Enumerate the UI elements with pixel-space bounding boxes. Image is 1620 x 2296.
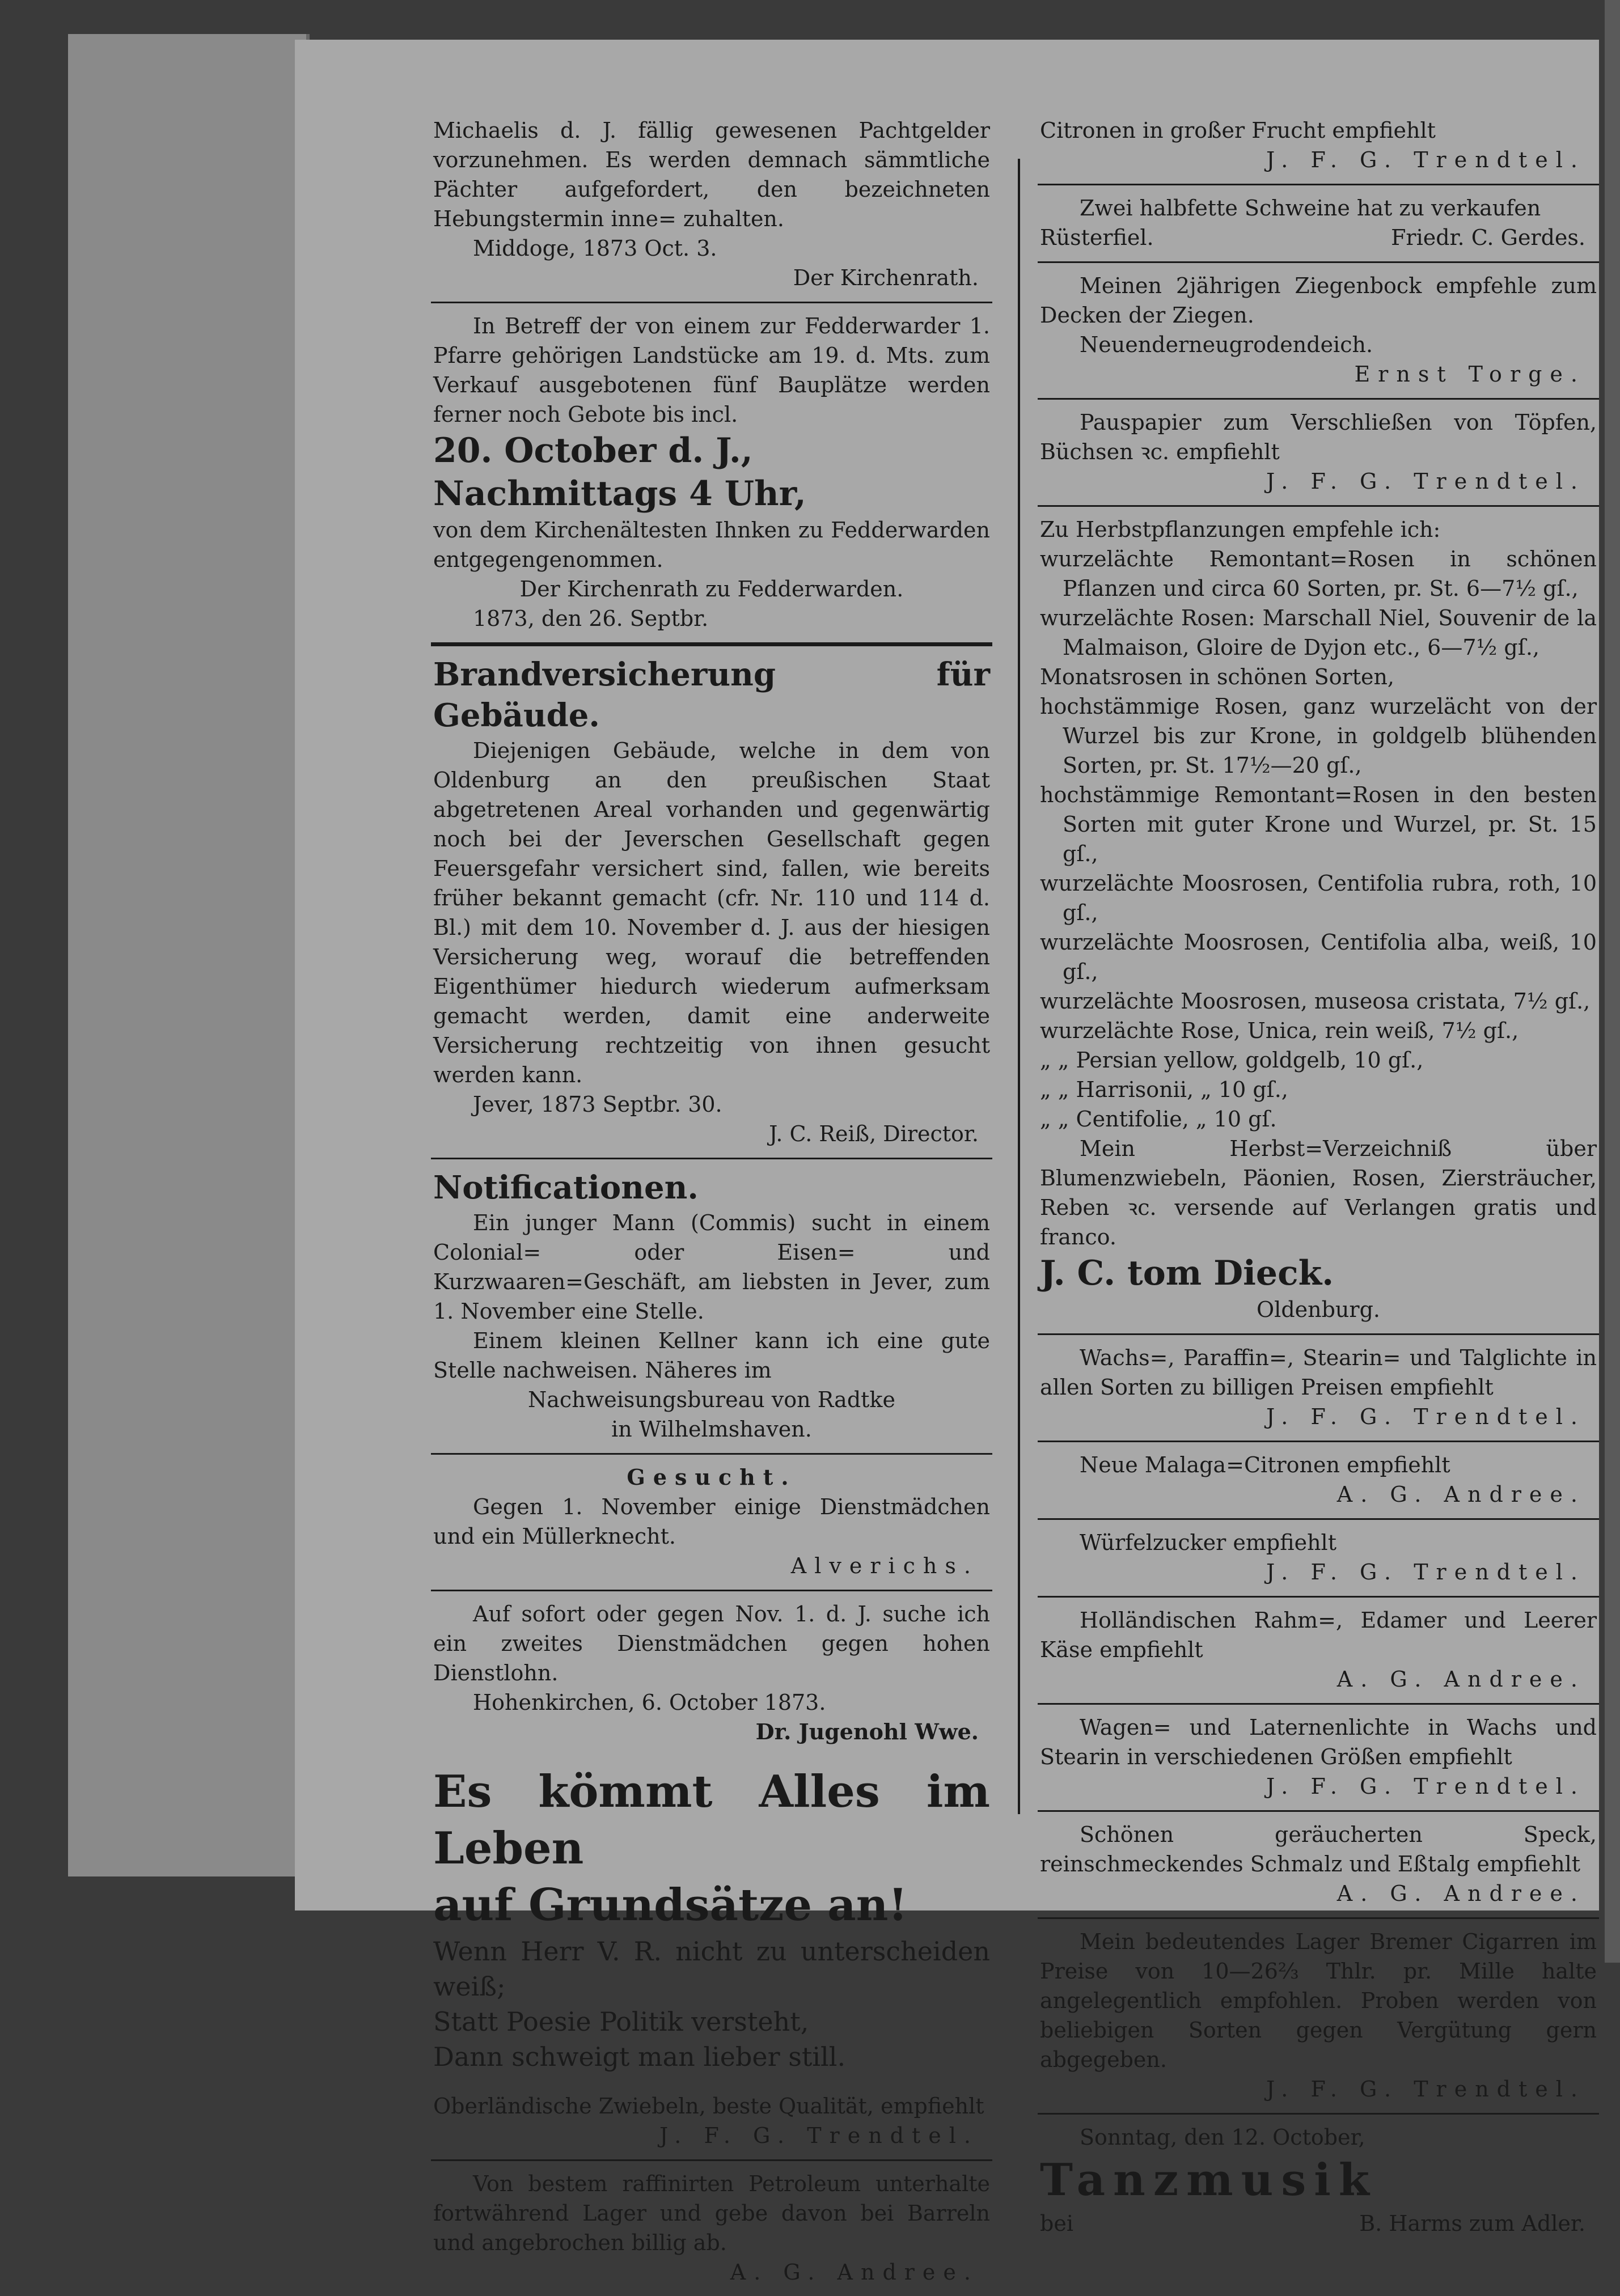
list-item: „ „ Centifolie, „ 10 gſ. [1040,1107,1277,1132]
notice-date: Jever, 1873 Septbr. 30. [473,1092,722,1117]
ad-signature: J. F. G. Trendtel. [1266,1774,1585,1799]
notice-signature: Dr. Jugenohl Wwe. [755,1719,979,1744]
notice-heading: Notificationen. [433,1169,699,1206]
ad-herbstpflanzungen [1038,507,1599,1335]
ad-kaese [1038,1598,1599,1705]
ad-text: Wachs=, Paraffin=, Stearin= und Talglichte in allen Sorten zu billigen Preisen empfiehlt [1040,1345,1597,1400]
notice-date-big: 20. October d. J., [433,431,753,471]
ad-signature: B. Harms zum Adler. [1359,2211,1585,2236]
notice-signature: Der Kirchenrath. [793,265,979,290]
ad-text: Citronen in großer Frucht empfiehlt [1040,118,1436,143]
ad-place: Oldenburg. [1257,1297,1380,1322]
notice-date: Hohenkirchen, 6. October 1873. [473,1690,826,1715]
ad-text: Schönen geräucherten Speck, reinschmeckendes Schmalz und Eßtalg empfiehlt [1040,1822,1597,1876]
notice-petroleum [431,2161,992,2296]
ad-text: Neue Malaga=Citronen empfiehlt [1080,1452,1450,1477]
list-item: wurzelächte Moosrosen, Centifolia rubra, roth, 10 gſ., [1040,871,1597,925]
list-item: wurzelächte Remontant=Rosen in schönen Pflanzen und circa 60 Sorten, pr. St. 6—7½ gſ., [1040,547,1597,601]
notice-text: Diejenigen Gebäude, welche in dem von Oldenburg an den preußischen Staat abgetretenen Areal vorhanden und gegenwärtig noch bei der Jeverschen Gesellschaft gegen Feuersgefahr versichert sind, fallen, wie bereits früher bekannt gemacht (cfr. Nr. 110 und 114 d. Bl.) mit dem 10. November d. J. aus der hiesigen Versicherung weg, worauf die betreffenden Eigenthümer hiedurch wiederum aufmerksam gemacht werden, damit eine anderweite Versicherung rechtzeitig von ihnen gesucht werden kann. [433,738,990,1087]
ad-intro: Zu Herbstpflanzungen empfehle ich: [1040,517,1441,542]
ad-signature: J. F. G. Trendtel. [1266,469,1585,494]
ad-ziegenbock [1038,263,1599,400]
ad-pauspapier [1038,400,1599,507]
left-column [431,108,992,2296]
ad-signature: J. F. G. Trendtel. [1266,1404,1585,1429]
notice-place: in Wilhelmshaven. [611,1417,812,1442]
notice-brandversicherung [431,646,992,1159]
ad-malaga [1038,1442,1599,1520]
notice-grundsaetze [431,1756,992,2083]
list-item: wurzelächte Rose, Unica, rein weiß, 7½ gſ., [1040,1018,1519,1043]
notice-signature: J. F. G. Trendtel. [659,2123,979,2148]
ad-signature: A. G. Andree. [1336,1881,1585,1906]
list-item: wurzelächte Moosrosen, museosa cristata, 7½ gſ., [1040,989,1591,1014]
ad-tanzmusik [1038,2115,1599,2247]
notice-dienstmaedchen [431,1591,992,1756]
notice-notificationen [431,1159,992,1455]
list-item: Monatsrosen in schönen Sorten, [1040,664,1395,689]
book-page-edges [68,34,310,1876]
ad-speck [1038,1812,1599,1919]
notice-text: Von bestem raffinirten Petroleum unterhalte fortwährend Lager und gebe davon bei Barreln und angebrochen billig ab. [433,2171,990,2255]
ad-text: Würfelzucker empfiehlt [1080,1530,1336,1555]
ad-schweine [1038,185,1599,263]
notice-text: Auf sofort oder gegen Nov. 1. d. J. suche ich ein zweites Dienstmädchen gegen hohen Dienstlohn. [433,1602,990,1685]
notice-bauplaetze [431,303,992,646]
notice-headline-1: Es kömmt Alles im Leben [433,1766,990,1874]
notice-line-3: Dann schweigt man lieber still. [433,2041,846,2072]
notice-text: Oberländische Zwiebeln, beste Qualität, empfiehlt [433,2094,984,2119]
notice-signature: Der Kirchenrath zu Fedderwarden. [519,577,904,601]
notice-text: Michaelis d. J. fällig gewesenen Pachtgelder vorzunehmen. Es werden demnach sämmtliche Pächter aufgefordert, den bezeichneten Hebungstermin inne= zuhalten. [433,118,990,231]
list-item: „ „ Persian yellow, goldgelb, 10 gſ., [1040,1048,1424,1073]
ad-signature: J. F. G. Trendtel. [1266,147,1585,172]
ad-signature: J. F. G. Trendtel. [1266,2077,1585,2102]
ad-place [1040,223,1597,252]
ad-headline: Tanzmusik [1040,2154,1377,2206]
ad-place-text: Rüsterfiel. [1040,225,1154,250]
notice-bureau: Nachweisungsbureau von Radtke [528,1387,895,1412]
notice-heading: Gesucht. [627,1464,797,1490]
notice-text-2: Einem kleinen Kellner kann ich eine gute Stelle nachweisen. Näheres im [433,1328,990,1383]
ad-footer [1040,2209,1597,2238]
list-item: hochstämmige Remontant=Rosen in den besten Sorten mit guter Krone und Wurzel, pr. St. 15 gſ., [1040,782,1597,866]
right-margin-edge [1605,0,1620,1963]
notice-text-2: von dem Kirchenältesten Ihnken zu Fedderwarden entgegengenommen. [433,518,990,572]
ad-signature: Friedr. C. Gerdes. [1391,225,1585,250]
ad-text: Mein bedeutendes Lager Bremer Cigarren im Preise von 10—26⅔ Thlr. pr. Mille halte angelegentlich empfohlen. Proben werden von beliebigen Sorten gegen Vergütung gern abgegeben. [1040,1929,1597,2072]
ad-text: Wagen= und Laternenlichte in Wachs und Stearin in verschiedenen Größen empfiehlt [1040,1715,1597,1769]
notice-zwiebeln [431,2083,992,2161]
ad-place: Neuenderneugrodendeich. [1080,332,1373,357]
list-item: wurzelächte Rosen: Marschall Niel, Souvenir de la Malmaison, Gloire de Dyjon etc., 6—7½ gſ., [1040,605,1597,660]
ad-signature: Ernst Torge. [1354,362,1585,387]
list-item: „ „ Harrisonii, „ 10 gſ., [1040,1077,1288,1102]
ad-signature: A. G. Andree. [1336,1667,1585,1692]
notice-signature: A. G. Andree. [730,2260,979,2285]
list-item: hochstämmige Rosen, ganz wurzelächt von der Wurzel bis zur Krone, in goldgelb blühenden Sorten, pr. St. 17½—20 gſ., [1040,694,1597,778]
ad-text: Mein Herbst=Verzeichniß über Blumenzwiebeln, Päonien, Rosen, Ziersträucher, Reben ꝛc. versende auf Verlangen gratis und franco. [1040,1136,1597,1249]
notice-heading: Brandversicherung für Gebäude. [433,656,990,734]
notice-headline-2: auf Grundsätze an! [433,1879,908,1931]
notice-signature: Alverichs. [790,1553,979,1578]
ad-laternenlichte [1038,1705,1599,1812]
notice-pachtgelder [431,108,992,303]
list-item: wurzelächte Moosrosen, Centifolia alba, weiß, 10 gſ., [1040,930,1597,984]
notice-line-2: Statt Poesie Politik versteht, [433,2006,809,2037]
notice-text: Ein junger Mann (Commis) sucht in einem Colonial= oder Eisen= und Kurzwaaren=Geschäft, am liebsten in Jever, zum 1. November eine Stelle. [433,1210,990,1324]
ad-signature: A. G. Andree. [1336,1482,1585,1507]
notice-time-big: Nachmittags 4 Uhr, [433,474,806,514]
ad-text: Pauspapier zum Verschließen von Töpfen, Büchsen ꝛc. empfiehlt [1040,410,1597,464]
ad-signature: J. F. G. Trendtel. [1266,1560,1585,1585]
notice-text: Gegen 1. November einige Dienstmädchen und ein Müllerknecht. [433,1494,990,1549]
ad-text: Holländischen Rahm=, Edamer und Leerer Käse empfiehlt [1040,1608,1597,1662]
ad-lichte [1038,1335,1599,1442]
ad-signature: J. C. tom Dieck. [1040,1253,1334,1293]
ad-citronen [1038,108,1599,185]
notice-text: In Betreff der von einem zur Fedderwarder 1. Pfarre gehörigen Landstücke am 19. d. Mts. zum Verkauf ausgebotenen fünf Bauplätze werden ferner noch Gebote bis incl. [433,314,990,427]
ad-cigarren [1038,1919,1599,2115]
notice-line-1: Wenn Herr V. R. nicht zu unterscheiden weiß; [433,1936,990,2002]
notice-date: 1873, den 26. Septbr. [473,606,709,631]
notice-date: Middoge, 1873 Oct. 3. [473,236,717,261]
ad-bei: bei [1040,2211,1073,2236]
notice-gesucht [431,1455,992,1591]
ad-text: Zwei halbfette Schweine hat zu verkaufen [1080,196,1541,221]
column-divider [1018,159,1020,1814]
right-column [1038,108,1599,2247]
ad-date: Sonntag, den 12. October, [1080,2125,1365,2150]
notice-signature: J. C. Reiß, Director. [769,1121,979,1146]
ad-wuerfelzucker [1038,1520,1599,1598]
ad-text: Meinen 2jährigen Ziegenbock empfehle zum Decken der Ziegen. [1040,273,1597,328]
